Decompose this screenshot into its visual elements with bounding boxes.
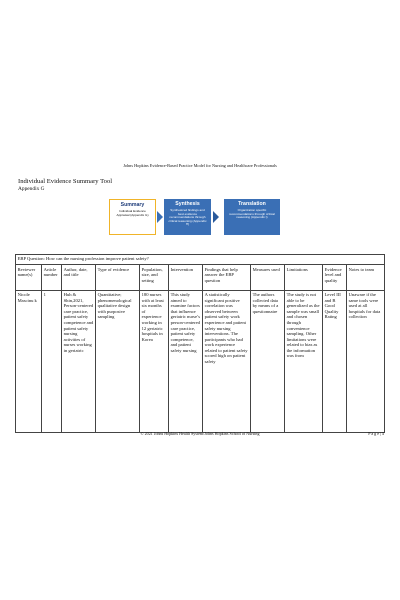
synthesis-box: [164, 199, 211, 235]
table-cell: The authors collected data by means of a questionnaire: [251, 290, 285, 432]
table-cell: 180 nurses with at least six months of experience working in 12 geriatric hospitals in Korea: [140, 290, 169, 432]
synthesis-description: Synthesized findings and best evidence recommendations through critical reasoning (Appendix H): [168, 208, 207, 227]
column-header: Intervention: [169, 265, 203, 290]
table-row: [16, 290, 385, 432]
evidence-summary-table: [15, 254, 385, 433]
table-cell: A statistically significant positive correlation was observed between patient safety work experience and patient safety nursing interventions. The participants who had work experience related to patient safety scored high on patient safety: [203, 290, 251, 432]
summary-box: [109, 199, 156, 235]
table-cell: 1: [42, 290, 62, 432]
table-cell: Level III and B Good Quality Rating: [323, 290, 347, 432]
synthesis-title: Synthesis: [175, 201, 200, 207]
arrow-right-icon: [213, 211, 219, 223]
ebp-question-row: [16, 255, 385, 265]
translation-box: [224, 199, 280, 235]
table-cell: Quantitative; phenomenological qualitative design with purposive sampling: [96, 290, 140, 432]
ebp-question: EBP Question: How can the nursing profession improve patient safety?: [16, 255, 385, 265]
column-header: Type of evidence: [96, 265, 140, 290]
column-header: Measures used: [251, 265, 285, 290]
table-cell: Nicole Mascinu k: [16, 290, 42, 432]
table-header-row: [16, 265, 385, 290]
ebp-process-diagram: [109, 199, 280, 235]
table-cell: Huh & Shin,2021, Person-centered care practice, patient safety competence and patient safety nursing activities of nurses working in geriatric: [62, 290, 96, 432]
summary-description: Individual Evidence Appraisal (Appendix G): [116, 209, 149, 217]
summary-title: Summary: [120, 202, 145, 208]
copyright-notice: © 2021 Johns Hopkins Health System/Johns Hopkins School of Nursing: [140, 431, 260, 436]
table-cell: The study is not able to be generalized as the sample was small and chosen through convenience sampling. Other limitations were related to bias as the information was from: [285, 290, 323, 432]
page-indicator: [344, 431, 384, 436]
page-header: Johns Hopkins Evidence-Based Practice Model for Nursing and Healthcare Professionals: [123, 163, 277, 168]
column-header: Limitations: [285, 265, 323, 290]
document-title: Individual Evidence Summary Tool: [18, 178, 113, 185]
column-header: Findings that help answer the EBP question: [203, 265, 251, 290]
column-header: Population, size, and setting: [140, 265, 169, 290]
table-cell: This study aimed to examine factors that influence geriatric nurse’s person-centered care practice, patient safety competence, and patient safety nursing: [169, 290, 203, 432]
column-header: Article number: [42, 265, 62, 290]
translation-title: Translation: [238, 201, 266, 207]
column-header: Author, date, and title: [62, 265, 96, 290]
column-header: Evidence level and quality: [323, 265, 347, 290]
arrow-right-icon: [157, 211, 163, 223]
page-label: P a g e |: [368, 431, 381, 436]
page-number: 1: [381, 431, 384, 436]
table-cell: Unaware if the same tools were used at all hospitals for data collection: [347, 290, 385, 432]
translation-description: Organization specific recommendations through critical reasoning (Appendix I): [229, 208, 275, 220]
column-header: Reviewer name(s): [16, 265, 42, 290]
appendix-label: Appendix G: [18, 186, 45, 192]
column-header: Notes to team: [347, 265, 385, 290]
